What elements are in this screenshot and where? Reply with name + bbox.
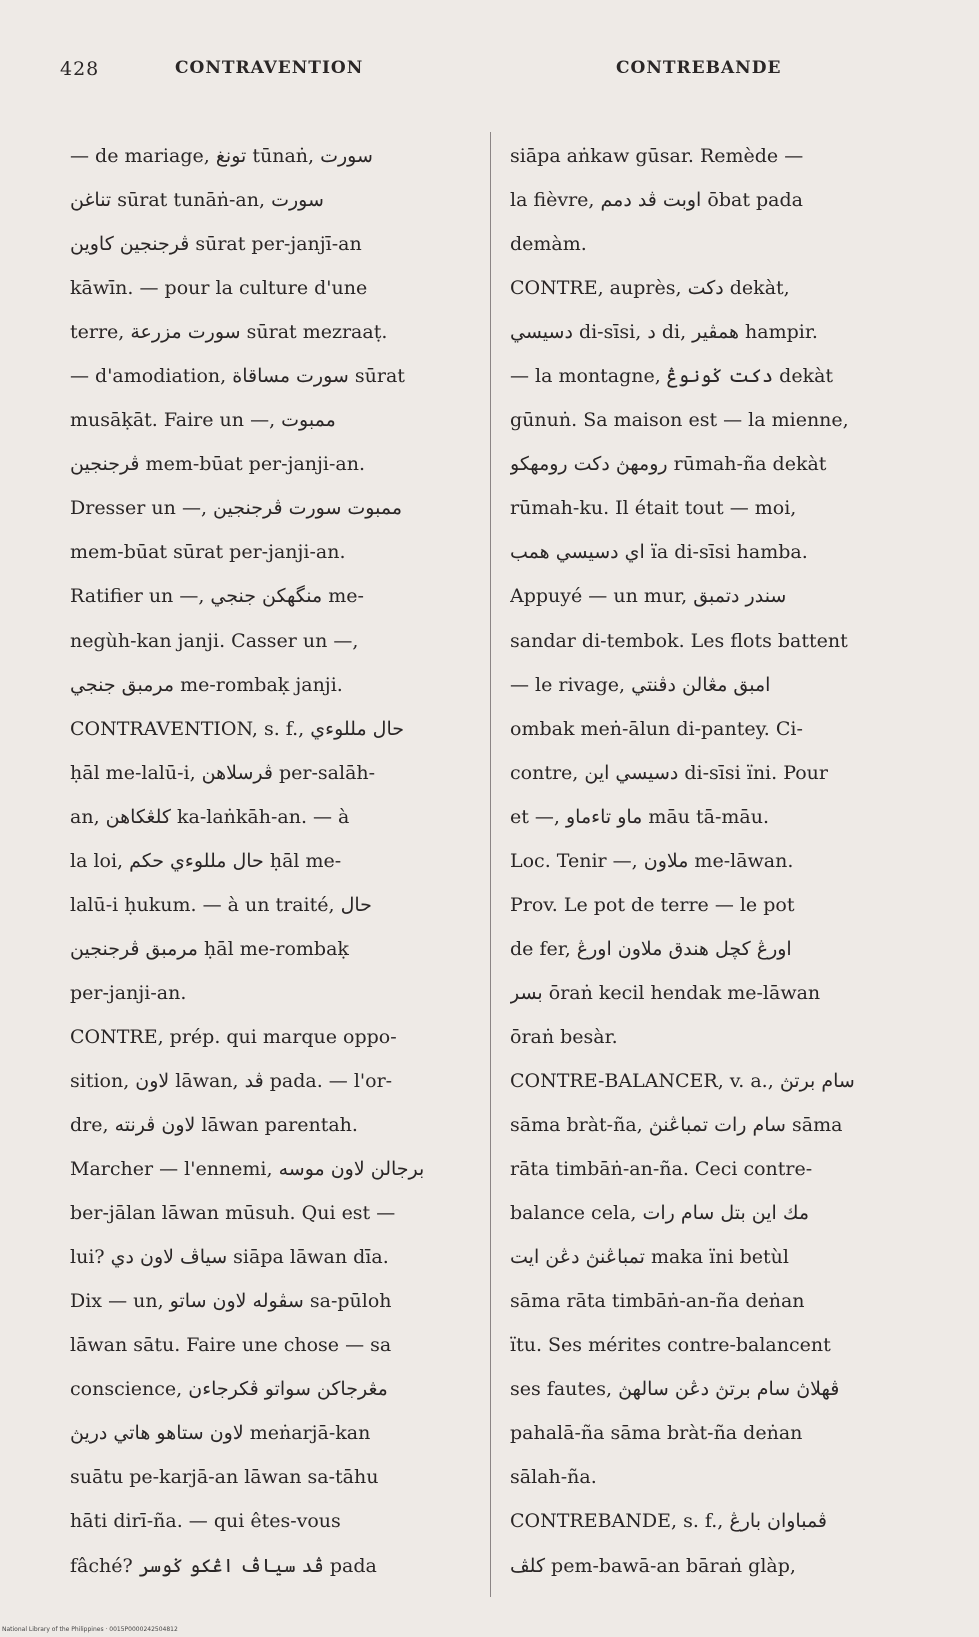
text-line: suātu pe-karjā-an lāwan sa-tāhu — [70, 1466, 379, 1489]
text-line: — d'amodiation, سورت مساقاة sūrat — [70, 365, 405, 388]
text-line: sition, لاون lāwan, ڤد pada. — l'or- — [70, 1069, 393, 1092]
text-line: dre, لاون ڤرنته lāwan parentah. — [70, 1114, 358, 1137]
text-line: rāta timbāṅ-an-ña. Ceci contre- — [510, 1158, 813, 1181]
running-head-left: CONTRAVENTION — [175, 58, 364, 78]
text-line: balance cela, مك اين بتل سام رات — [510, 1202, 810, 1225]
text-line: gūnuṅ. Sa maison est — la mienne, — [510, 409, 849, 432]
right-column — [510, 134, 900, 1588]
text-line: sāma bràt-ña, سام رات تمباڠنڽ sāma — [510, 1114, 843, 1137]
text-line: lāwan sātu. Faire une chose — sa — [70, 1334, 392, 1357]
text-line: مرمبق ڤرجنجين ḥāl me-rombaḳ — [70, 937, 349, 960]
text-line: Appuyé — un mur, سندر دتمبق — [510, 585, 787, 608]
text-line: per-janji-an. — [70, 981, 187, 1004]
text-line: musāḳāt. Faire un —, ممبوت — [70, 409, 336, 432]
text-line: Ratifier un —, منگهکن جنجي me- — [70, 585, 364, 608]
left-column — [70, 134, 475, 1588]
text-line: contre, دسيسي اين di-sīsi ïni. Pour — [510, 761, 828, 784]
text-line: دسيسي di-sīsi, د di, همڤير hampir. — [510, 321, 818, 344]
text-line: mem-būat sūrat per-janji-an. — [70, 541, 346, 564]
page-number: 428 — [60, 58, 100, 80]
text-line: ڤرجنجين mem-būat per-janji-an. — [70, 453, 366, 476]
text-line: lalū-i ḥukum. — à un traité, حال — [70, 893, 372, 916]
running-head-right: CONTREBANDE — [616, 58, 782, 78]
text-line: كلڤ pem-bawā-an bāraṅ glàp, — [510, 1554, 796, 1577]
text-line: ڤرجنجين كاوين sūrat per-janjī-an — [70, 233, 362, 256]
text-line: تمباڠنڽ دڠن ايت maka ïni betùl — [510, 1246, 789, 1269]
text-line: اي دسيسي همب ïa di-sīsi hamba. — [510, 541, 808, 564]
text-line: بسر ōraṅ kecil hendak me-lāwan — [510, 981, 821, 1004]
text-line: la loi, حال مللوءي حكم ḥāl me- — [70, 849, 342, 872]
text-line: ber-jālan lāwan mūsuh. Qui est — — [70, 1202, 396, 1225]
text-line: la fièvre, اوبت ڤد دمم ōbat pada — [510, 189, 803, 212]
text-line: demàm. — [510, 233, 587, 256]
library-footer: National Library of the Philippines · 0015P0000242504812 — [2, 1626, 178, 1633]
text-line: terre, سورت مزرعة sūrat mezraaṭ. — [70, 321, 388, 344]
text-line: Marcher — l'ennemi, برجالن لاون موسه — [70, 1158, 425, 1181]
text-line: — la montagne, دكت ݢونوڠ dekàt — [510, 365, 834, 388]
text-line: تناغن sūrat tunāṅ-an, سورت — [70, 189, 324, 212]
text-line: CONTRE, prép. qui marque oppo- — [70, 1025, 397, 1048]
text-line: CONTRAVENTION, s. f., حال مللوءي — [70, 717, 405, 740]
text-line: Loc. Tenir —, ملاون me-lāwan. — [510, 849, 794, 872]
text-line: de fer, اورڠ كچل هندق ملاون اورڠ — [510, 937, 792, 960]
text-line: — de mariage, تونغ tūnaṅ, سورت — [70, 145, 373, 167]
text-line: siāpa aṅkaw gūsar. Remède — — [510, 145, 804, 167]
text-line: conscience, مڠرجاكن سواتو ڤكرجاءن — [70, 1378, 388, 1401]
text-line: et —, ماو تاءماو māu tā-māu. — [510, 805, 770, 828]
text-line: rūmah-ku. Il était tout — moi, — [510, 497, 797, 520]
text-line: negùh-kan janji. Casser un —, — [70, 629, 359, 652]
text-line: ḥāl me-lalū-i, ڤرسلاهن per-salāh- — [70, 761, 376, 784]
text-line: fâché? ڤد سياڤ اڠكو ݢوسر pada — [70, 1554, 377, 1577]
text-line: Prov. Le pot de terre — le pot — [510, 893, 795, 916]
text-line: Dix — un, سڤوله لاون ساتو sa-pūloh — [70, 1290, 392, 1313]
text-line: CONTRE-BALANCER, v. a., سام برتڽ — [510, 1069, 855, 1092]
text-line: sāma rāta timbāṅ-an-ña deṅan — [510, 1290, 805, 1313]
text-line: — le rivage, امبق مڠالن دڤنتي — [510, 673, 771, 696]
text-line: an, كلڠكاهن ka-laṅkāh-an. — à — [70, 805, 350, 828]
text-line: sandar di-tembok. Les flots battent — [510, 629, 848, 652]
text-line: مرمبق جنجي me-rombaḳ janji. — [70, 673, 343, 696]
text-line: pahalā-ña sāma bràt-ña deṅan — [510, 1422, 803, 1445]
text-line: lui? سياڤ لاون دي siāpa lāwan dīa. — [70, 1246, 389, 1269]
text-line: CONTREBANDE, s. f., ڤمباوان بارڠ — [510, 1510, 828, 1533]
text-line: CONTRE, auprès, دكت dekàt, — [510, 277, 790, 300]
text-line: ōraṅ besàr. — [510, 1025, 618, 1048]
text-line: رومهڽ دكت رومهكو rūmah-ña dekàt — [510, 453, 827, 476]
column-divider — [490, 132, 491, 1597]
text-line: ses fautes, ڤهلاڽ سام برتڽ دڠن سالهڽ — [510, 1378, 840, 1401]
text-line: ïtu. Ses mérites contre-balancent — [510, 1334, 831, 1357]
text-line: Dresser un —, ممبوت سورت ڤرجنجين — [70, 497, 403, 520]
text-line: kāwīn. — pour la culture d'une — [70, 277, 368, 300]
text-line: hāti dirī-ña. — qui êtes-vous — [70, 1510, 341, 1533]
text-line: ombak meṅ-ālun di-pantey. Ci- — [510, 717, 803, 740]
text-line: sālah-ña. — [510, 1466, 597, 1489]
text-line: لاون ستاهو هاتي دريڽ meṅarjā-kan — [70, 1422, 371, 1445]
